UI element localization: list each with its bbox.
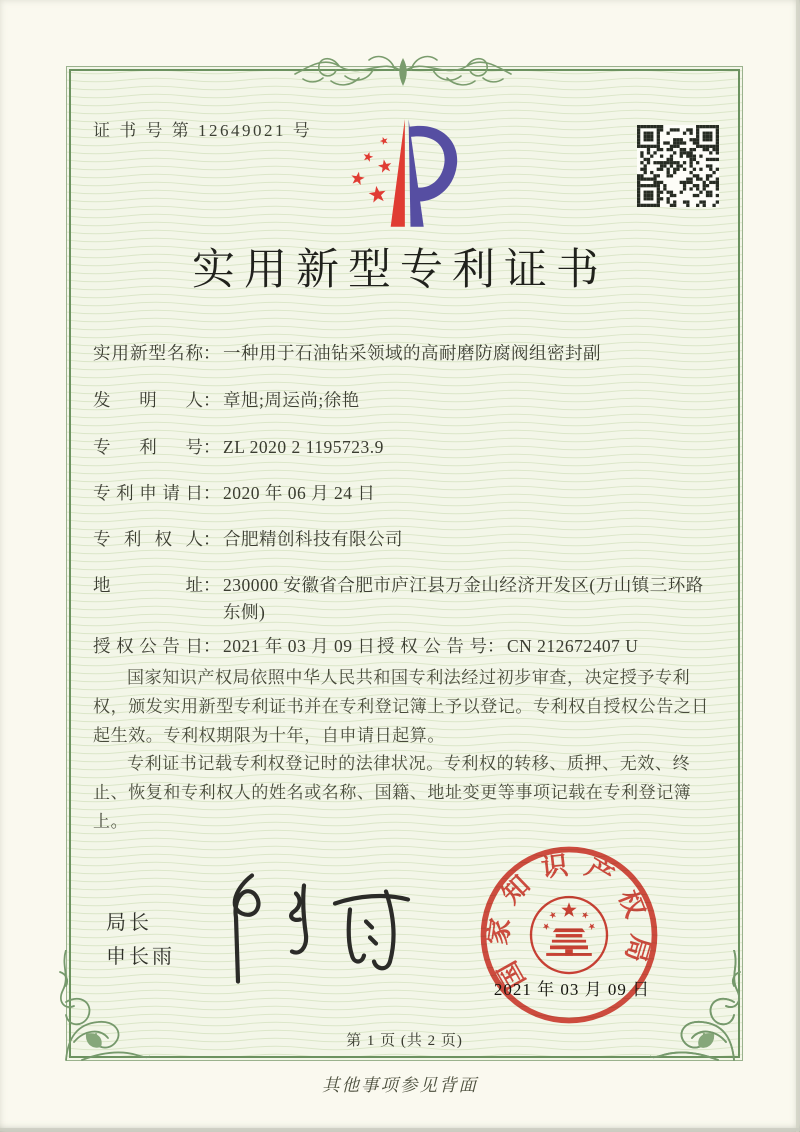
certificate-title: 实用新型专利证书 bbox=[192, 247, 608, 294]
field-inventors: 发明人 ： 章旭;周运尚;徐艳 bbox=[93, 387, 715, 414]
field-value: 章旭;周运尚;徐艳 bbox=[223, 390, 360, 410]
national-emblem bbox=[531, 897, 607, 973]
qr-code bbox=[637, 125, 719, 207]
field-value: ZL 2020 2 1195723.9 bbox=[223, 437, 384, 457]
top-border-ornament bbox=[287, 48, 519, 100]
legal-paragraph-2: 专利证书记载专利权登记时的法律状况。专利权的转移、质押、无效、终止、恢复和专利权人的姓名或名称、国籍、地址变更等事项记载在专利登记簿上。 bbox=[93, 754, 692, 831]
back-side-note: 其他事项参见背面 bbox=[322, 1075, 478, 1095]
certificate-fields bbox=[93, 340, 715, 680]
field-value: 2020 年 06 月 24 日 bbox=[223, 483, 376, 503]
seal-ring-text: 国家知识产权局 bbox=[482, 848, 656, 995]
field-value: 合肥精创科技有限公司 bbox=[223, 529, 403, 549]
field-value: CN 212672407 U bbox=[507, 636, 639, 656]
field-label: 专利权人 bbox=[93, 529, 203, 549]
cnipa-red-seal bbox=[474, 840, 664, 1030]
field-label: 地址 bbox=[93, 575, 203, 595]
field-label: 实用新型名称 bbox=[93, 343, 203, 363]
cnipa-logo bbox=[336, 110, 468, 236]
field-label: 专利申请日 bbox=[93, 483, 203, 503]
field-grant-date: 授权公告日 ： 2021 年 03 月 09 日 bbox=[93, 633, 377, 660]
field-label: 授权公告日 bbox=[93, 636, 203, 656]
field-value: 2021 年 03 月 09 日 bbox=[223, 636, 376, 656]
field-label: 专利号 bbox=[93, 437, 203, 457]
field-filing-date: 专利申请日 ： 2020 年 06 月 24 日 bbox=[93, 480, 715, 507]
field-grant-number: 授权公告号 ： CN 212672407 U bbox=[377, 633, 638, 660]
page-edge bbox=[0, 1128, 800, 1131]
page-number: 第 1 页 (共 2 页) bbox=[346, 1033, 463, 1049]
commissioner-block bbox=[106, 906, 175, 974]
page-edge bbox=[796, 0, 799, 1132]
field-value: 230000 安徽省合肥市庐江县万金山经济开发区(万山镇三环路东侧) bbox=[223, 575, 704, 622]
field-patent-number: 专利号 ： ZL 2020 2 1195723.9 bbox=[93, 434, 715, 461]
commissioner-name: 申长雨 bbox=[106, 946, 175, 968]
commissioner-signature bbox=[200, 862, 430, 990]
legal-paragraphs bbox=[93, 664, 711, 837]
commissioner-title: 局长 bbox=[106, 912, 152, 934]
seal-date: 2021 年 03 月 09 日 bbox=[493, 980, 651, 999]
field-value: 一种用于石油钻采领域的高耐磨防腐阀组密封副 bbox=[223, 343, 601, 363]
field-label: 发明人 bbox=[93, 390, 203, 410]
field-label: 授权公告号 bbox=[377, 636, 487, 656]
field-patentee: 专利权人 ： 合肥精创科技有限公司 bbox=[93, 526, 715, 553]
field-utility-model-name: 实用新型名称 ： 一种用于石油钻采领域的高耐磨防腐阀组密封副 bbox=[93, 340, 715, 367]
field-grant-row bbox=[93, 633, 715, 660]
bottom-right-corner-ornament bbox=[650, 950, 750, 1070]
legal-paragraph-1: 国家知识产权局依照中华人民共和国专利法经过初步审查，决定授予专利权，颁发实用新型专利证书并在专利登记簿上予以登记。专利权自授权公告之日起生效。专利权期限为十年，自申请日起算。 bbox=[93, 668, 709, 745]
certificate-number: 证 书 号 第 12649021 号 bbox=[93, 121, 313, 140]
field-address: 地址 ： 230000 安徽省合肥市庐江县万金山经济开发区(万山镇三环路东侧) bbox=[93, 572, 715, 626]
